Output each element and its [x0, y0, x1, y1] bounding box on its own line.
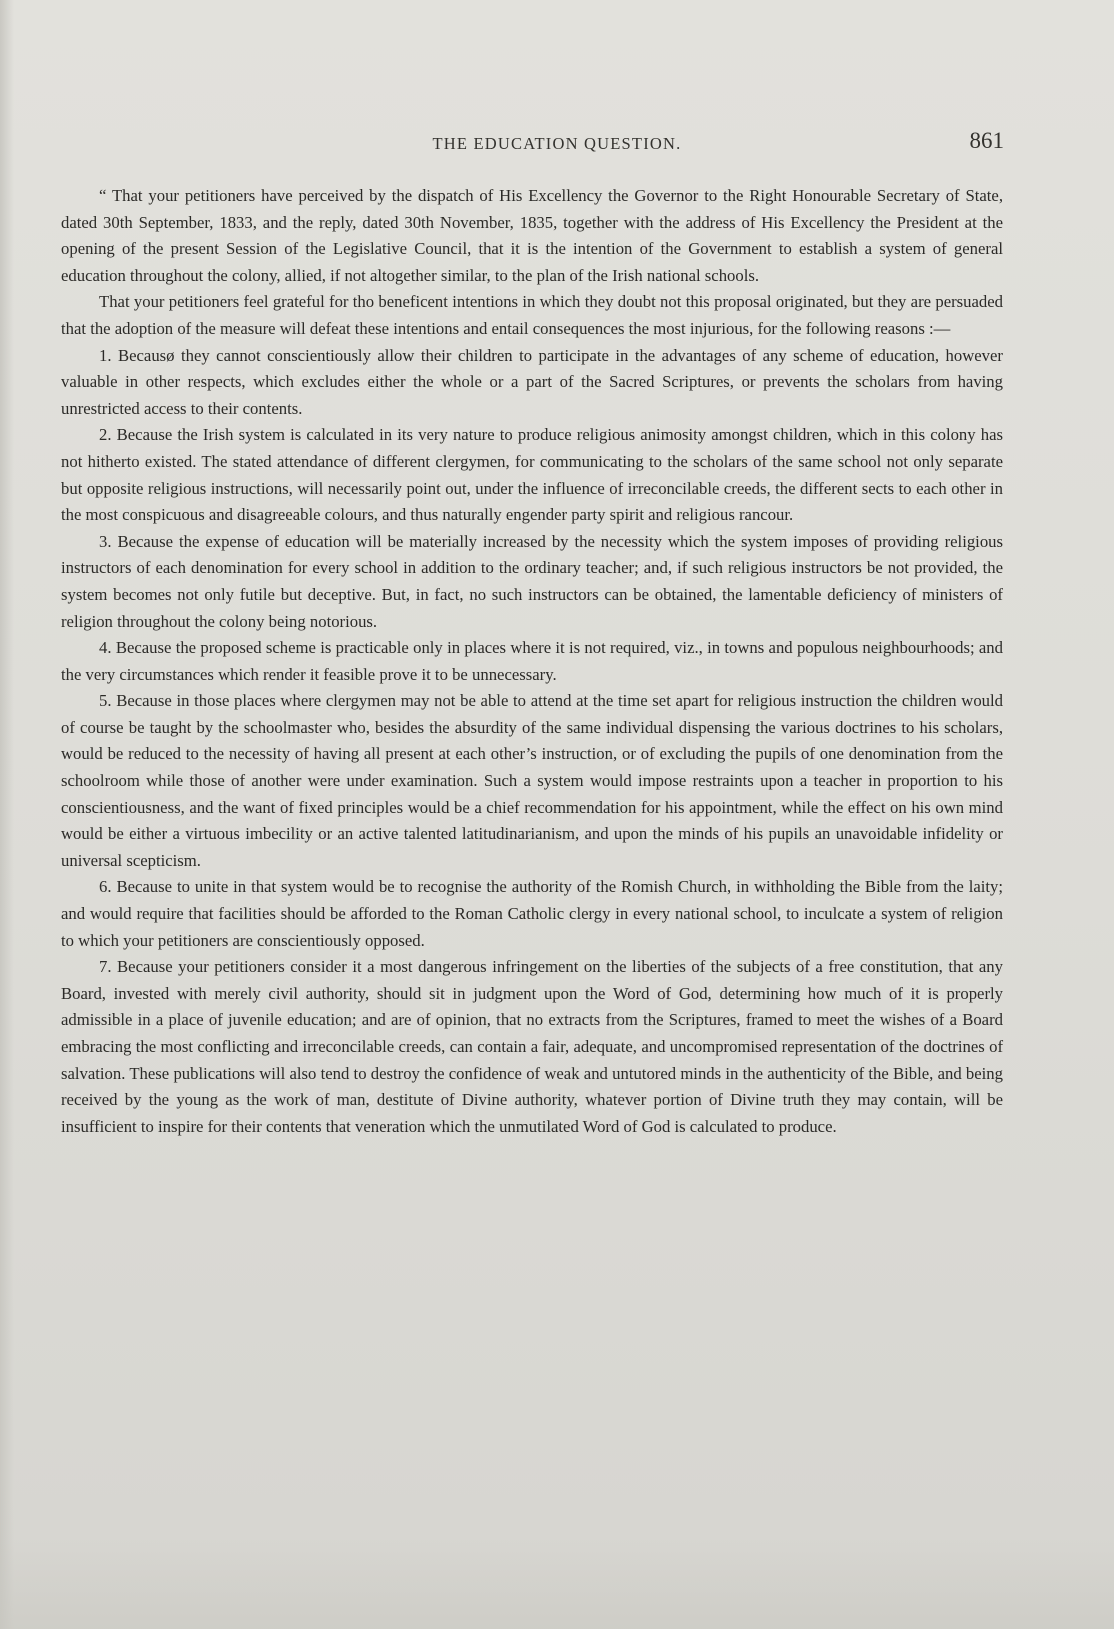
paragraph-intro: “ That your petitioners have perceived by the dispatch of His Excellency the Governor to the Right Honourable Secretary of State, dated 30th September, 1833, and the reply, dated 30th November, 1835, together with the address of His Excellency the President at the opening of the present Session of the Legislative Council, that it is the intention of the Government to establish a system of general education throughout the colony, allied, if not altogether similar, to the plan of the Irish national schools. [61, 186, 1003, 285]
paragraph-reason-5: 5. Because in those places where clergymen may not be able to attend at the time set apart for religious instruction the children would of course be taught by the schoolmaster who, besides the absurdity of the same individual dispensing the various doctrines to his scholars, would be reduced to the necessity of having all present at each other’s instruction, or of excluding the pupils of one denomination from the schoolroom while those of another were under examination. Such a system would impose restraints upon a teacher in proportion to his conscientiousness, and the want of fixed principles would be a chief recommendation for his appointment, while the effect on his own mind would be either a virtuous imbecility or an active talented latitudinarianism, and upon the minds of his pupils an unavoidable infidelity or universal scepticism. [61, 691, 1003, 870]
paragraph-reason-1: 1. Becausø they cannot conscientiously allow their children to participate in the advantages of any scheme of education, however valuable in other respects, which excludes either the whole or a part of the Sacred Scriptures, or prevents the scholars from having unrestricted access to their contents. [61, 345, 1003, 418]
paragraph-reason-2: 2. Because the Irish system is calculated in its very nature to produce religious animosity amongst children, which in this colony has not hitherto existed. The stated attendance of different clergymen, for communicating to the scholars of the same school not only separate but opposite religious instructions, will necessarily point out, under the influence of irreconcilable creeds, the different sects to each other in the most conspicuous and disagreeable colours, and thus naturally engender party spirit and religious rancour. [61, 425, 1003, 525]
paragraph-reason-4: 4. Because the proposed scheme is practicable only in places where it is not required, viz., in towns and populous neighbourhoods; and the very circumstances which render it feasible prove it to be unnecessary. [61, 638, 1003, 684]
paragraph-reason-3: 3. Because the expense of education will be materially increased by the necessity which the system imposes of providing religious instructors of each denomination for every school in addition to the ordinary teacher; and, if such religious instructors be not provided, the system becomes not only futile but deceptive. But, in fact, no such instructors can be obtained, the lamentable deficiency of ministers of religion throughout the colony being notorious. [61, 531, 1003, 631]
paragraph-reason-6: 6. Because to unite in that system would be to recognise the authority of the Romish Church, in withholding the Bible from the laity; and would require that facilities should be afforded to the Roman Catholic clergy in every national school, to inculcate a system of religion to which your petitioners are conscientiously opposed. [61, 877, 1003, 950]
petition-text [61, 183, 1003, 1140]
page-number: 861 [969, 128, 1004, 153]
paragraph-gratitude: That your petitioners feel grateful for tho beneficent intentions in which they doubt not this proposal originated, but they are persuaded that the adoption of the measure will defeat these intentions and entail consequences the most injurious, for the following reasons :— [61, 292, 1003, 338]
paragraph-reason-7: 7. Because your petitioners consider it a most dangerous infringement on the liberties of the subjects of a free constitution, that any Board, invested with merely civil authority, should sit in judgment upon the Word of God, determining how much of it is properly admissible in a place of juvenile education; and are of opinion, that no extracts from the Scriptures, framed to meet the wishes of a Board embracing the most conflicting and irreconcilable creeds, can contain a fair, adequate, and uncompromised representation of the doctrines of salvation. These publications will also tend to destroy the confidence of weak and untutored minds in the authenticity of the Bible, and being received by the young as the work of man, destitute of Divine authority, whatever portion of Divine truth they may contain, will be insufficient to inspire for their contents that veneration which the unmutilated Word of God is calculated to produce. [61, 957, 1003, 1136]
running-title: THE EDUCATION QUESTION. [432, 134, 682, 153]
